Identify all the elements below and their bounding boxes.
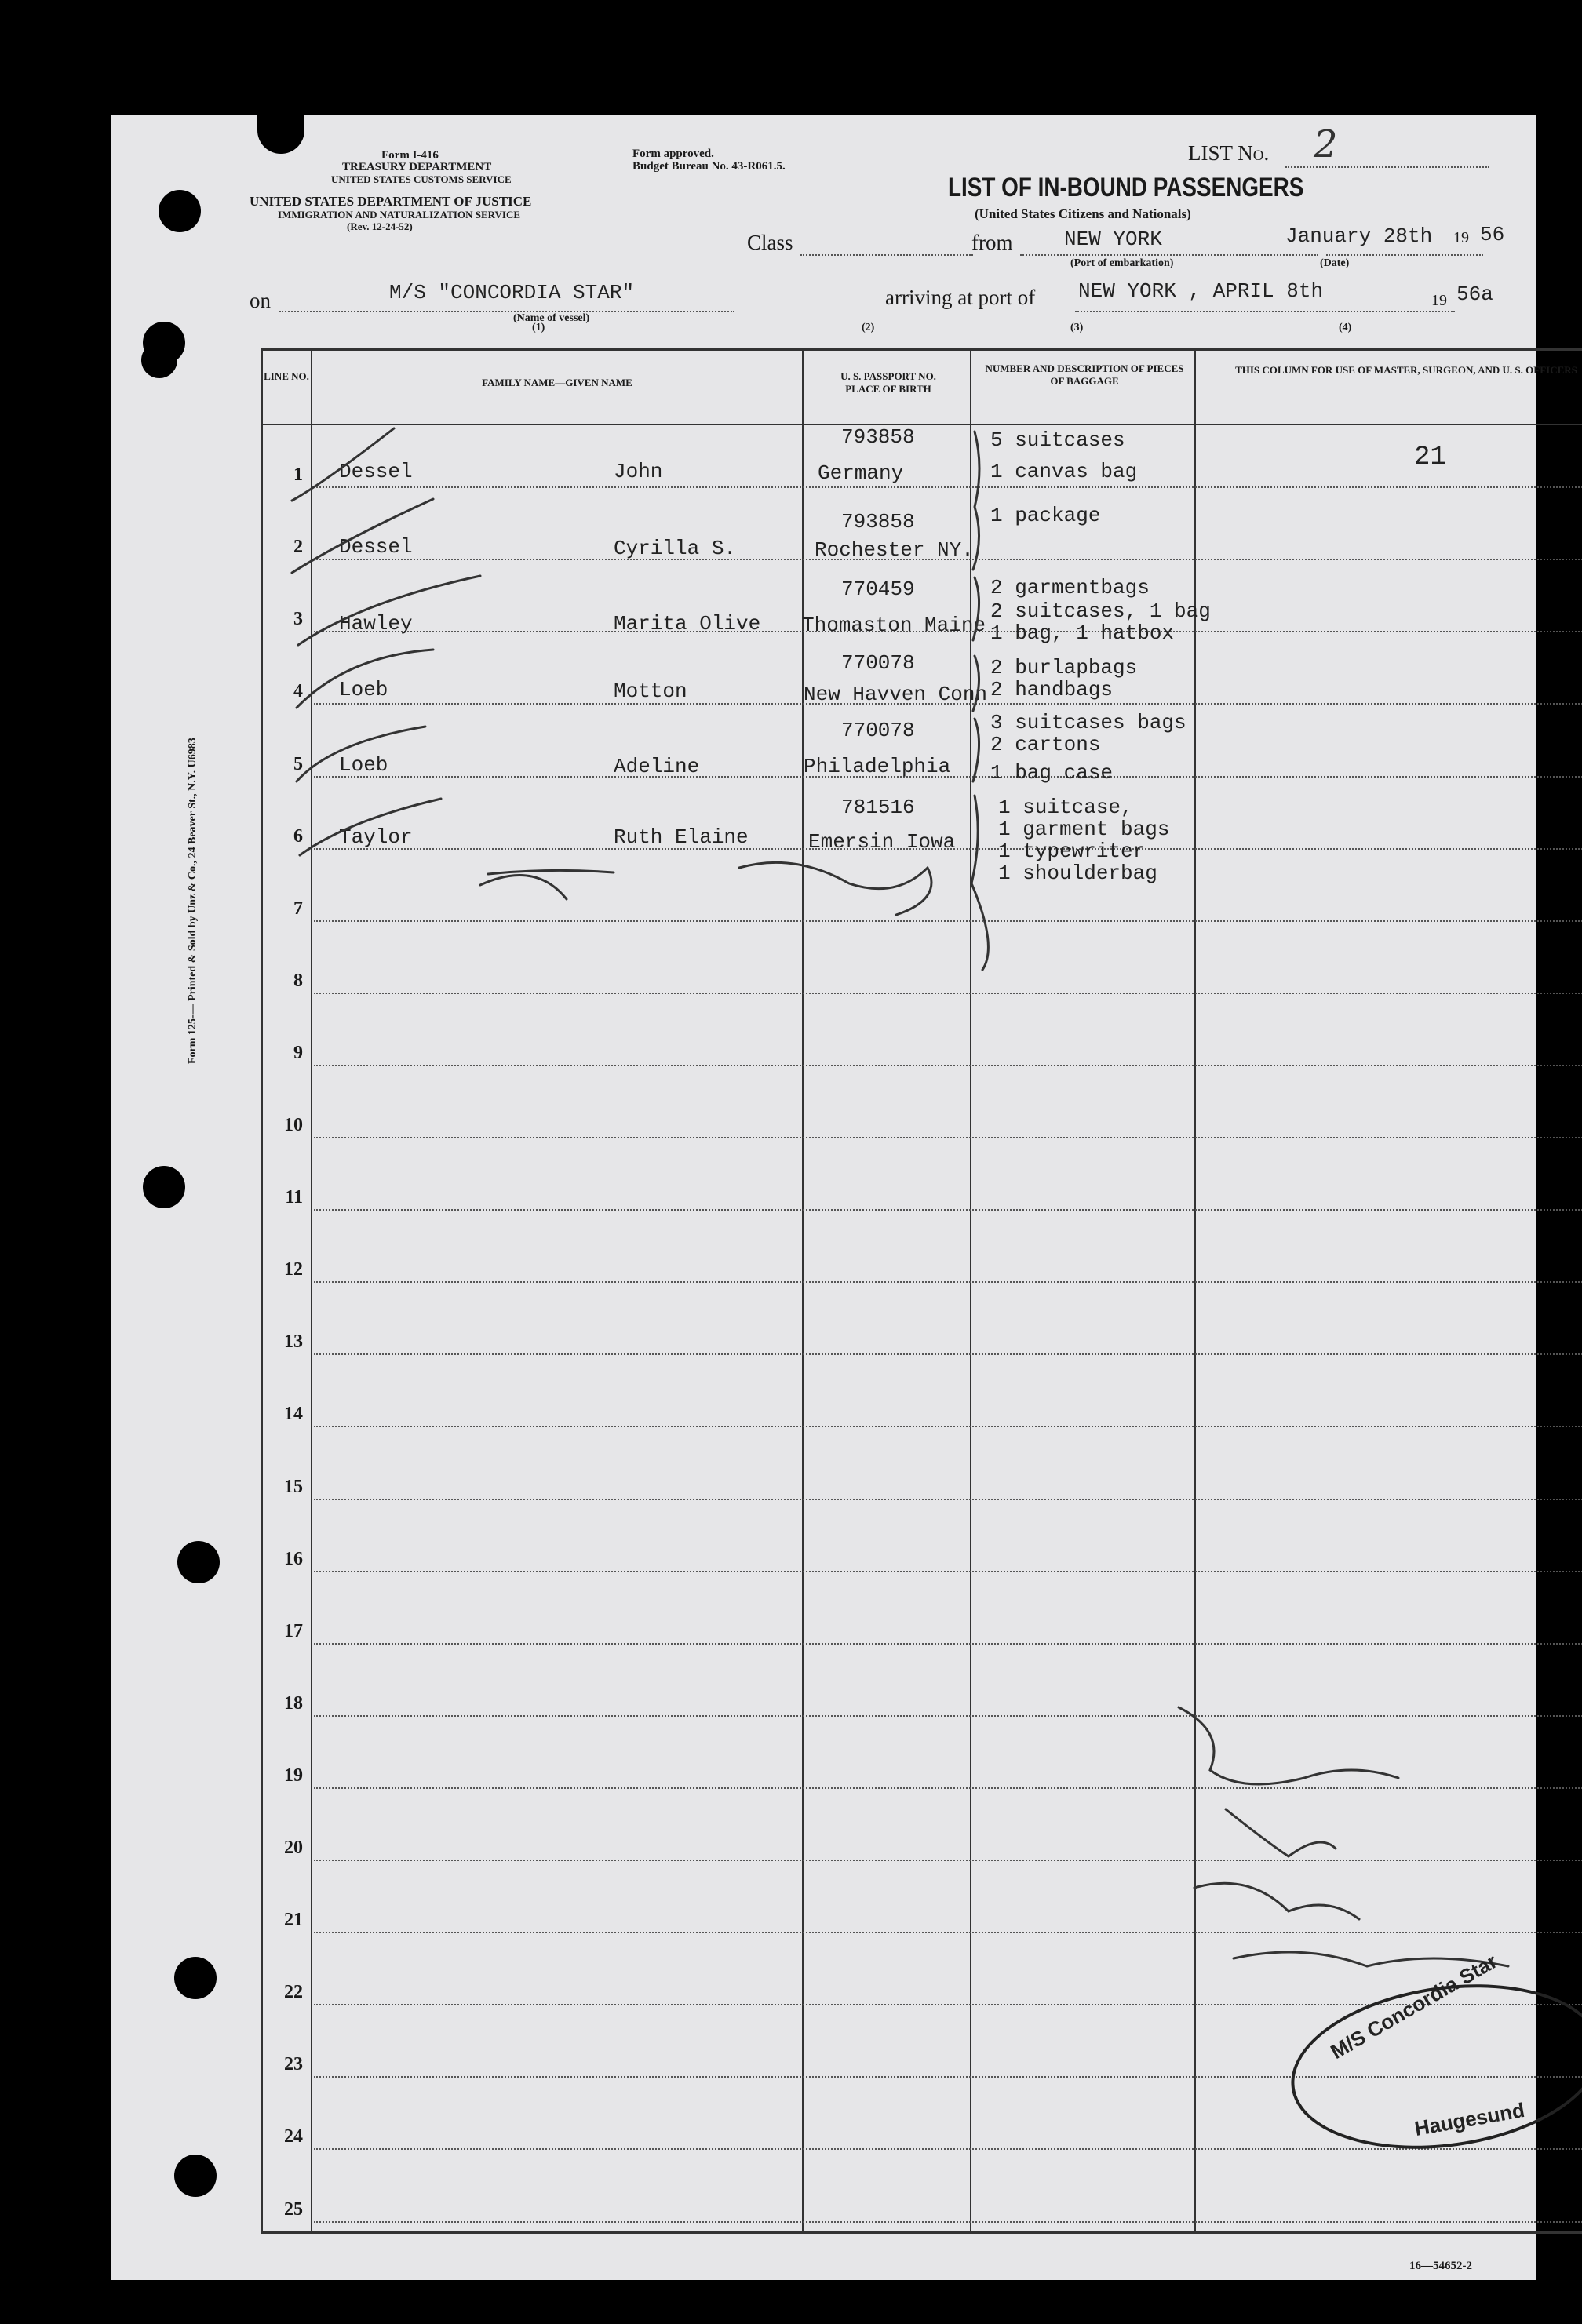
handwriting-marks — [111, 115, 1536, 2280]
row-number: 18 — [284, 1692, 303, 1714]
header-passport: U. S. PASSPORT NO. PLACE OF BIRTH — [840, 370, 936, 395]
date-line — [1326, 254, 1483, 256]
passenger-4-given: Motton — [614, 679, 687, 703]
row-number: 6 — [293, 825, 303, 847]
punch-hole — [159, 190, 201, 232]
port-embark-caption: (Port of embarkation) — [1070, 257, 1174, 269]
signature-stroke — [1179, 1707, 1398, 1784]
list-no-value: 2 — [1314, 122, 1338, 166]
row-number: 16 — [284, 1548, 303, 1569]
from-value: NEW YORK — [1064, 228, 1162, 251]
form-sheet — [111, 115, 1577, 2280]
row-number: 13 — [284, 1331, 303, 1353]
row-number: 17 — [284, 1620, 303, 1641]
row-dotted-line — [314, 486, 1582, 488]
arriving-value: NEW YORK , APRIL 8th — [1078, 279, 1324, 303]
signature-stroke — [1226, 1809, 1336, 1856]
baggage-line: 1 bag, 1 hatbox — [990, 621, 1175, 645]
row-number: 24 — [284, 2126, 303, 2147]
arriving-line — [1075, 311, 1455, 312]
caption-1: (1) — [532, 322, 545, 333]
punch-hole — [143, 1166, 185, 1208]
passenger-3-given: Marita Olive — [614, 612, 761, 636]
form-title: LIST OF IN-BOUND PASSENGERS — [948, 173, 1304, 202]
row-number: 3 — [293, 609, 303, 630]
row-number: 1 — [293, 464, 303, 486]
caption-3: (3) — [1070, 322, 1084, 333]
form-approved: Form approved. — [632, 148, 714, 160]
passenger-1-family: Dessel — [339, 460, 413, 483]
passenger-4-passport: 770078 — [841, 651, 915, 675]
row-number: 11 — [285, 1187, 303, 1208]
row-number: 21 — [284, 1910, 303, 1931]
row-dotted-line — [314, 1353, 1582, 1355]
passenger-3-family: Hawley — [339, 612, 413, 636]
row-number: 23 — [284, 2054, 303, 2075]
baggage-line: 2 burlapbags — [990, 656, 1138, 679]
passenger-3-birthplace: Thomaston Maine — [802, 614, 986, 637]
punch-hole — [141, 342, 177, 378]
caption-4: (4) — [1339, 322, 1352, 333]
row-dotted-line — [314, 1065, 1582, 1066]
row-number: 25 — [284, 2198, 303, 2220]
signature-stroke — [480, 876, 567, 899]
vessel-caption: (Name of vessel) — [513, 312, 590, 324]
row-dotted-line — [314, 2148, 1582, 2150]
bracket-mark — [973, 719, 979, 781]
passenger-6-given: Ruth Elaine — [614, 825, 749, 849]
row-number: 8 — [293, 970, 303, 991]
row-number: 10 — [284, 1115, 303, 1135]
date-caption: (Date) — [1320, 257, 1350, 269]
bracket-mark — [973, 432, 979, 570]
passenger-2-birthplace: Rochester NY. — [815, 538, 974, 562]
row-dotted-line — [314, 1209, 1582, 1211]
passenger-5-family: Loeb — [339, 753, 388, 777]
header-line-no: LINE NO. — [264, 370, 309, 382]
year-value: 56 — [1480, 223, 1505, 246]
punch-hole — [177, 1541, 220, 1583]
header-officers: THIS COLUMN FOR USE OF MASTER, SURGEON, AND U. S. OFFICERS — [1235, 364, 1577, 376]
class-label: Class — [747, 231, 793, 254]
row-dotted-line — [314, 1426, 1582, 1427]
passenger-2-passport: 793858 — [841, 510, 915, 534]
from-label: from — [971, 231, 1013, 254]
row-number: 4 — [293, 681, 303, 702]
row-dotted-line — [314, 1643, 1582, 1645]
budget-bureau: Budget Bureau No. 43-R061.5. — [632, 160, 786, 173]
table-bottom-rule — [261, 2231, 1582, 2234]
year-prefix: 19 — [1453, 229, 1469, 246]
row-number: 19 — [284, 1765, 303, 1786]
row-number: 14 — [284, 1404, 303, 1425]
stamp-ship-name: M/S Concordia Star — [1326, 1949, 1502, 2064]
passenger-1-birthplace: Germany — [818, 461, 904, 485]
passenger-5-given: Adeline — [614, 755, 700, 778]
table-left-border — [261, 348, 263, 2233]
row-number: 20 — [284, 1838, 303, 1858]
passenger-6-birthplace: Emersin Iowa — [808, 830, 956, 854]
baggage-line: 1 package — [990, 504, 1101, 527]
row-dotted-line — [314, 1860, 1582, 1861]
passenger-3-passport: 770459 — [841, 577, 915, 601]
row-dotted-line — [314, 920, 1582, 922]
vessel-value: M/S "CONCORDIA STAR" — [389, 281, 635, 304]
revision: (Rev. 12-24-52) — [347, 220, 413, 232]
passenger-5-birthplace: Philadelphia — [804, 755, 951, 778]
baggage-line: 1 bag case — [990, 761, 1114, 785]
passenger-6-family: Taylor — [339, 825, 413, 849]
punch-hole — [174, 1957, 217, 1999]
table-header-rule — [261, 424, 1582, 425]
passenger-6-passport: 781516 — [841, 796, 915, 819]
footer-code: 16—54652-2 — [1409, 2260, 1472, 2272]
arriving-label: arriving at port of — [885, 286, 1036, 309]
from-line — [1020, 254, 1318, 256]
list-no-line — [1285, 166, 1489, 168]
form-number: Form I-416 — [381, 149, 439, 162]
passenger-4-birthplace: New Havven Conn — [804, 683, 988, 706]
baggage-line: 1 suitcase, — [998, 796, 1133, 819]
row-dotted-line — [314, 993, 1582, 994]
row-dotted-line — [314, 1932, 1582, 1933]
baggage-line: 1 garment bags — [998, 818, 1170, 841]
year2-value: 56a — [1456, 282, 1493, 306]
passenger-2-given: Cyrilla S. — [614, 537, 737, 560]
signature-stroke — [739, 862, 931, 915]
punch-hole — [257, 115, 304, 154]
date-value: January 28th — [1285, 224, 1433, 248]
row-number: 15 — [284, 1476, 303, 1497]
row-dotted-line — [314, 1787, 1582, 1789]
stamp-port: Haugesund — [1412, 2097, 1527, 2141]
punch-hole — [174, 2155, 217, 2197]
officer-note: 21 — [1414, 443, 1446, 472]
side-print: Form 125-— Printed & Sold by Unz & Co., 24 Beaver St., N.Y. U6983 — [187, 738, 199, 1064]
row-dotted-line — [314, 1137, 1582, 1138]
header-baggage: NUMBER AND DESCRIPTION OF PIECES OF BAGGAGE — [985, 362, 1184, 387]
baggage-line: 2 handbags — [990, 678, 1114, 701]
customs-service: UNITED STATES CUSTOMS SERVICE — [331, 173, 512, 185]
baggage-line: 2 suitcases, 1 bag — [990, 599, 1211, 623]
signature-stroke — [1194, 1883, 1359, 1919]
row-dotted-line — [314, 1715, 1582, 1717]
col-divider-line — [311, 348, 312, 2233]
caption-2: (2) — [862, 322, 875, 333]
treasury-dept: TREASURY DEPARTMENT — [342, 161, 492, 173]
year2-prefix: 19 — [1431, 292, 1447, 309]
row-number: 12 — [284, 1259, 303, 1280]
baggage-line: 2 cartons — [990, 733, 1101, 756]
baggage-line: 3 suitcases bags — [990, 711, 1186, 734]
signature-stroke — [488, 870, 614, 874]
row-number: 2 — [293, 537, 303, 558]
passenger-5-passport: 770078 — [841, 719, 915, 742]
vessel-line — [279, 311, 734, 312]
row-dotted-line — [314, 1571, 1582, 1572]
class-line — [800, 254, 973, 256]
row-number: 9 — [293, 1042, 303, 1063]
baggage-line: 1 typewriter — [998, 840, 1146, 863]
immigration-service: IMMIGRATION AND NATURALIZATION SERVICE — [278, 209, 521, 220]
list-no-label: LIST No. — [1188, 141, 1270, 165]
form-subtitle: (United States Citizens and Nationals) — [975, 206, 1191, 221]
baggage-line: 1 canvas bag — [990, 460, 1138, 483]
row-number: 22 — [284, 1982, 303, 2003]
row-dotted-line — [314, 1499, 1582, 1500]
dept-justice: UNITED STATES DEPARTMENT OF JUSTICE — [250, 194, 532, 209]
row-dotted-line — [314, 1281, 1582, 1283]
baggage-line: 2 garmentbags — [990, 576, 1150, 599]
row-number: 5 — [293, 753, 303, 774]
baggage-line: 5 suitcases — [990, 428, 1125, 452]
passenger-4-family: Loeb — [339, 678, 388, 701]
passenger-2-family: Dessel — [339, 535, 413, 559]
passenger-1-passport: 793858 — [841, 425, 915, 449]
baggage-line: 1 shoulderbag — [998, 861, 1157, 885]
row-dotted-line — [314, 2221, 1582, 2223]
passenger-1-given: John — [614, 460, 663, 483]
header-name: FAMILY NAME—GIVEN NAME — [482, 377, 632, 388]
table-top-rule — [261, 348, 1582, 351]
on-label: on — [250, 289, 271, 312]
bracket-mark — [971, 796, 988, 970]
row-number: 7 — [293, 898, 303, 919]
